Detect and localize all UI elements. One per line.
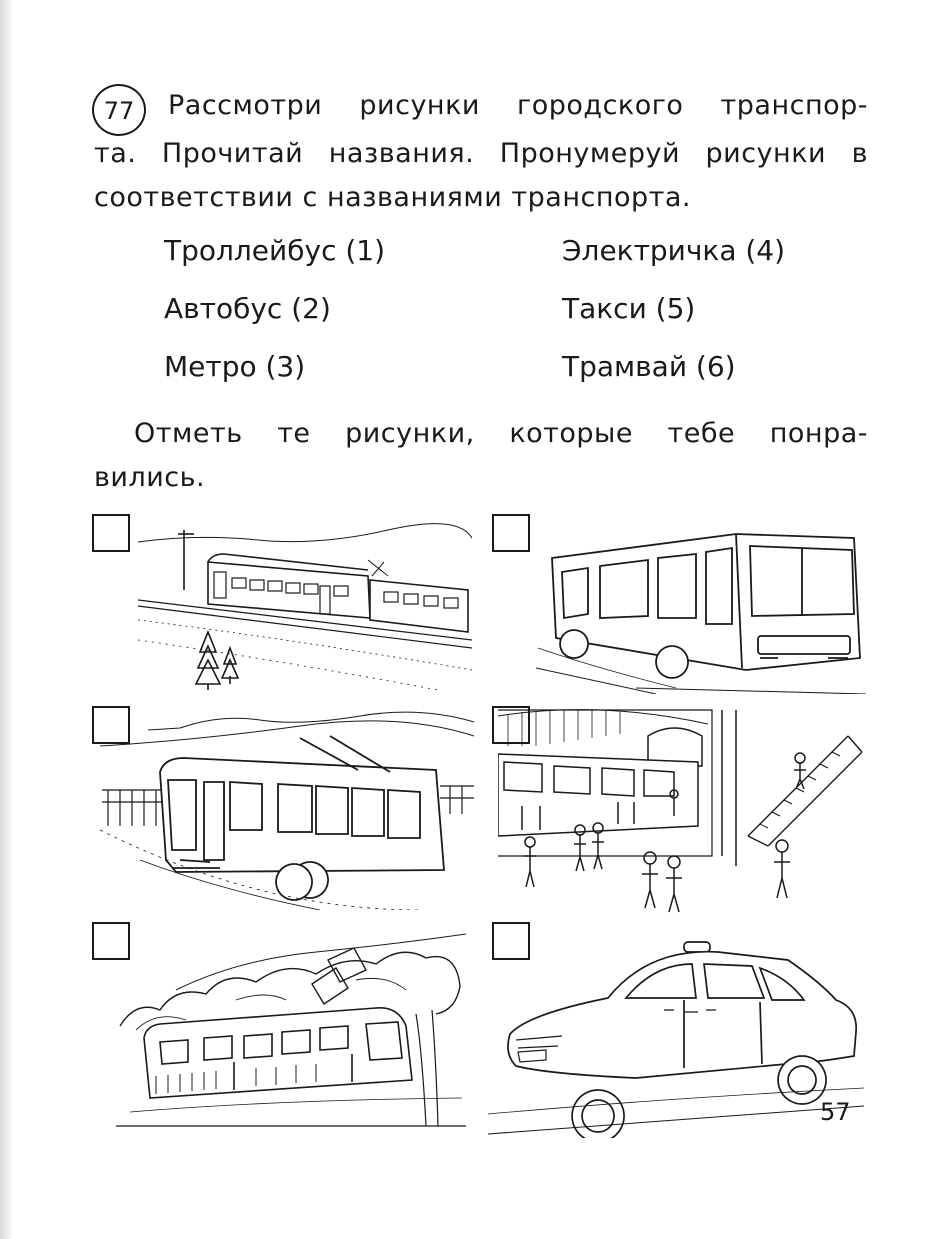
taxi-picture — [488, 938, 864, 1138]
word-metro: Метро (3) — [164, 350, 306, 383]
checkbox-electric-train[interactable] — [92, 514, 130, 552]
page-number: 57 — [820, 1098, 851, 1126]
task-number-badge: 77 — [92, 84, 146, 136]
bus-picture — [536, 518, 866, 694]
checkbox-bus[interactable] — [492, 514, 530, 552]
mark-text-line-1: Отметь те рисунки, которые тебе понра- — [134, 418, 868, 449]
page-edge-shadow — [0, 0, 14, 1239]
word-tram: Трамвай (6) — [562, 350, 736, 383]
task-text-line-2: та. Прочитай названия. Пронумеруй рисунки в — [94, 138, 868, 169]
word-taxi: Такси (5) — [562, 292, 696, 325]
word-electric-train: Электричка (4) — [562, 234, 786, 267]
word-trolleybus: Троллейбус (1) — [164, 234, 386, 267]
tram-picture — [116, 930, 466, 1130]
task-text-line-3: соответствии с названиями транспорта. — [94, 182, 691, 213]
trolleybus-picture — [100, 710, 474, 910]
metro-station-picture — [498, 706, 866, 916]
word-bus: Автобус (2) — [164, 292, 331, 325]
electric-train-picture — [138, 520, 472, 690]
mark-text-line-2: вились. — [94, 462, 206, 493]
task-text-line-1: Рассмотри рисунки городского транспор- — [168, 90, 868, 121]
